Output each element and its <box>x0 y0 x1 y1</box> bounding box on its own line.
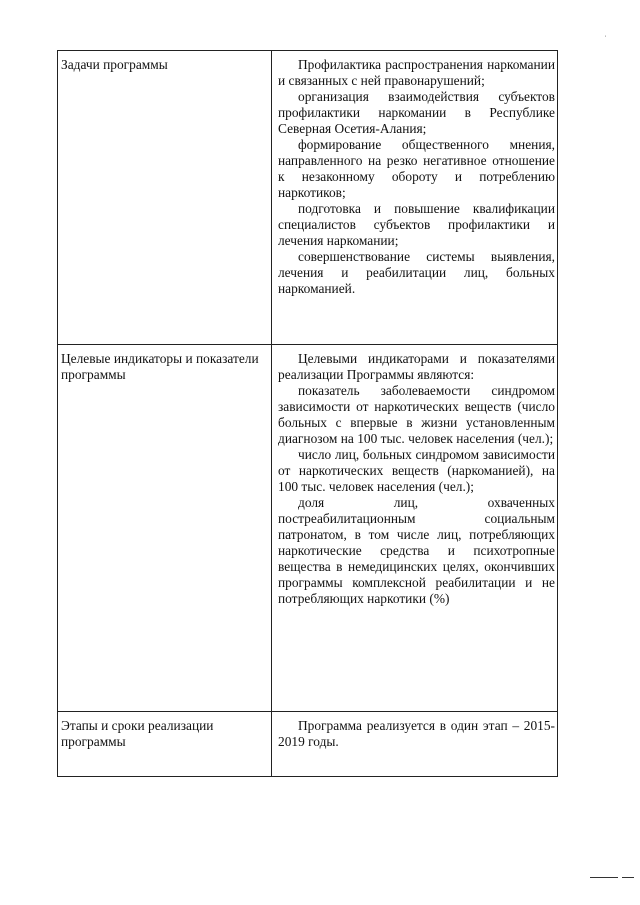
paragraph: показатель заболеваемости синдромом зависимости от наркотических веществ (число больных с впервые в жизни установленным диагнозом на 100 тыс. человек населения (чел.); <box>278 383 555 446</box>
paragraph: Целевыми индикаторами и показателями реализации Программы являются: <box>278 351 555 382</box>
corner-mark: ' <box>605 36 607 42</box>
paragraph: Профилактика распространения наркомании и связанных с ней правонарушений; <box>278 57 555 88</box>
paragraph: подготовка и повышение квалификации специалистов субъектов профилактики и лечения наркомании; <box>278 201 555 248</box>
row-label-indicators: Целевые индикаторы и показатели программы <box>58 345 272 712</box>
paragraph: совершенствование системы выявления, лечения и реабилитации лиц, больных наркоманией. <box>278 249 555 296</box>
row-content-stages <box>272 712 558 777</box>
row-label-tasks: Задачи программы <box>58 51 272 345</box>
paragraph: формирование общественного мнения, направленного на резко негативное отношение к незаконному обороту и потреблению наркотиков; <box>278 137 555 200</box>
table-row-tasks <box>58 51 558 345</box>
footer-dash <box>622 877 634 878</box>
row-content-indicators <box>272 345 558 712</box>
row-label-stages: Этапы и сроки реализации программы <box>58 712 272 777</box>
table-row-stages <box>58 712 558 777</box>
paragraph: Программа реализуется в один этап – 2015-2019 годы. <box>278 718 555 749</box>
footer-dash <box>590 877 618 878</box>
paragraph: доля лиц, охваченных постреабилитационным социальным патронатом, в том числе лиц, потребляющих наркотические средства и психотропные вещества в немедицинских целях, окончивших программы комплексной реабилитации и не потребляющих наркотики (%) <box>278 495 555 606</box>
table-row-indicators <box>58 345 558 712</box>
program-passport-table <box>57 50 558 777</box>
row-content-tasks <box>272 51 558 345</box>
paragraph: число лиц, больных синдромом зависимости от наркотических веществ (наркоманией), на 100 тыс. человек населения (чел.); <box>278 447 555 494</box>
paragraph: организация взаимодействия субъектов профилактики наркомании в Республике Северная Осетия-Алания; <box>278 89 555 136</box>
